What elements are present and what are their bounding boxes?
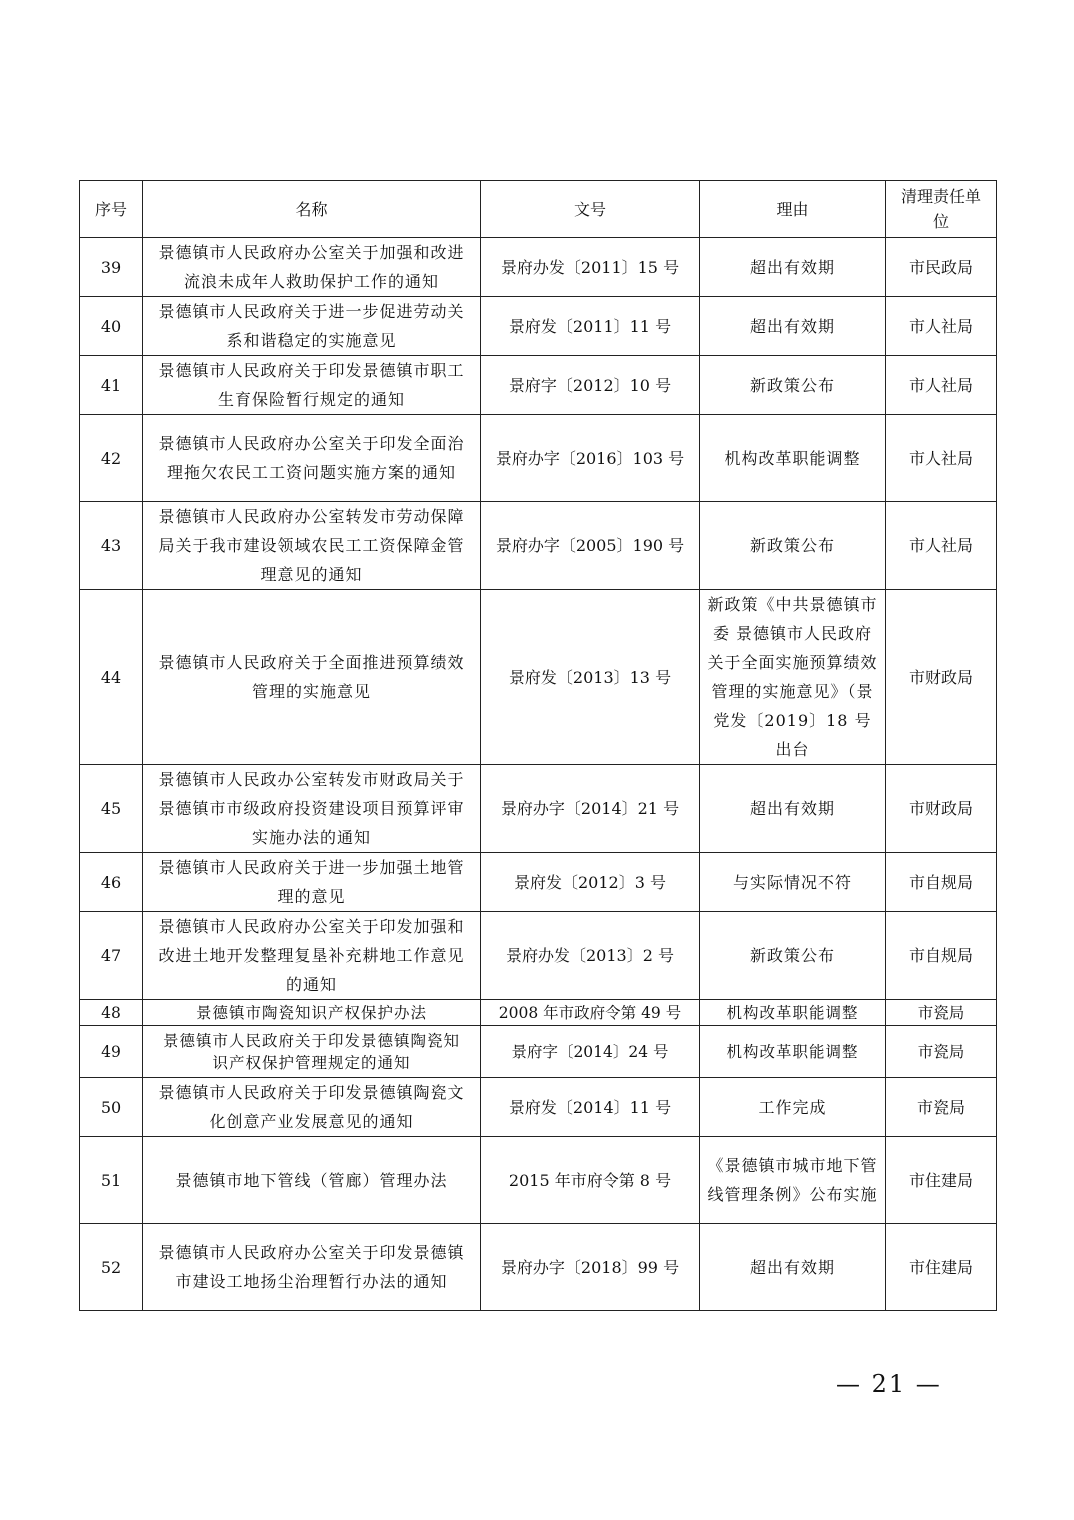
row-doc-number: 景府办发〔2011〕15 号 (481, 238, 700, 297)
row-no: 41 (80, 356, 143, 415)
row-unit: 市自规局 (886, 853, 997, 912)
row-no: 44 (80, 590, 143, 765)
row-unit: 市人社局 (886, 356, 997, 415)
row-unit: 市自规局 (886, 912, 997, 1000)
row-unit: 市住建局 (886, 1224, 997, 1311)
row-no: 47 (80, 912, 143, 1000)
table-row (80, 590, 997, 765)
header-responsible-unit: 清理责任单位 (886, 181, 997, 238)
table-row (80, 1137, 997, 1224)
row-doc-number: 景府办字〔2016〕103 号 (481, 415, 700, 502)
row-no: 46 (80, 853, 143, 912)
table-row (80, 853, 997, 912)
header-doc-number: 文号 (481, 181, 700, 238)
table-row (80, 765, 997, 853)
row-name: 景德镇市人民政府办公室关于印发全面治理拖欠农民工工资问题实施方案的通知 (143, 415, 481, 502)
row-doc-number: 景府发〔2013〕13 号 (481, 590, 700, 765)
row-name: 景德镇市人民政府关于进一步加强土地管理的意见 (143, 853, 481, 912)
row-name: 景德镇市人民政府办公室转发市劳动保障局关于我市建设领域农民工工资保障金管理意见的通知 (143, 502, 481, 590)
table-header-row (80, 181, 997, 238)
row-doc-number: 景府办字〔2014〕21 号 (481, 765, 700, 853)
row-unit: 市瓷局 (886, 1000, 997, 1026)
row-name: 景德镇市人民政府办公室关于加强和改进流浪未成年人救助保护工作的通知 (143, 238, 481, 297)
table-row (80, 1026, 997, 1078)
table-row (80, 238, 997, 297)
row-name: 景德镇市人民政府关于印发景德镇陶瓷知识产权保护管理规定的通知 (143, 1026, 481, 1078)
row-reason: 超出有效期 (700, 297, 886, 356)
row-unit: 市民政局 (886, 238, 997, 297)
row-reason: 新政策公布 (700, 502, 886, 590)
row-reason: 新政策公布 (700, 912, 886, 1000)
table-row (80, 912, 997, 1000)
row-name: 景德镇市人民政府办公室关于印发加强和改进土地开发整理复垦补充耕地工作意见的通知 (143, 912, 481, 1000)
row-doc-number: 景府办发〔2013〕2 号 (481, 912, 700, 1000)
row-reason: 工作完成 (700, 1078, 886, 1137)
row-doc-number: 景府字〔2014〕24 号 (481, 1026, 700, 1078)
row-no: 42 (80, 415, 143, 502)
row-reason: 机构改革职能调整 (700, 1000, 886, 1026)
row-name: 景德镇市地下管线（管廊）管理办法 (143, 1137, 481, 1224)
row-name: 景德镇市人民政府关于全面推进预算绩效管理的实施意见 (143, 590, 481, 765)
table-row (80, 415, 997, 502)
table-row (80, 356, 997, 415)
row-doc-number: 景府办字〔2018〕99 号 (481, 1224, 700, 1311)
row-reason: 超出有效期 (700, 1224, 886, 1311)
row-reason: 新政策公布 (700, 356, 886, 415)
policy-cleanup-table (79, 180, 997, 1311)
table-row (80, 1224, 997, 1311)
row-unit: 市财政局 (886, 590, 997, 765)
row-doc-number: 景府发〔2011〕11 号 (481, 297, 700, 356)
row-reason: 机构改革职能调整 (700, 1026, 886, 1078)
row-name: 景德镇市人民政府关于进一步促进劳动关系和谐稳定的实施意见 (143, 297, 481, 356)
row-name: 景德镇市陶瓷知识产权保护办法 (143, 1000, 481, 1026)
header-no: 序号 (80, 181, 143, 238)
row-reason: 超出有效期 (700, 238, 886, 297)
row-reason: 与实际情况不符 (700, 853, 886, 912)
table-row (80, 297, 997, 356)
row-doc-number: 景府发〔2014〕11 号 (481, 1078, 700, 1137)
table-row (80, 1078, 997, 1137)
header-name: 名称 (143, 181, 481, 238)
row-unit: 市财政局 (886, 765, 997, 853)
row-unit: 市瓷局 (886, 1026, 997, 1078)
page-number: — 21 — (836, 1370, 942, 1398)
row-doc-number: 景府字〔2012〕10 号 (481, 356, 700, 415)
row-doc-number: 景府发〔2012〕3 号 (481, 853, 700, 912)
row-reason: 新政策《中共景德镇市委 景德镇市人民政府关于全面实施预算绩效管理的实施意见》（景党发〔2019〕18 号出台 (700, 590, 886, 765)
row-unit: 市人社局 (886, 502, 997, 590)
header-reason: 理由 (700, 181, 886, 238)
row-reason: 超出有效期 (700, 765, 886, 853)
row-doc-number: 2015 年市府令第 8 号 (481, 1137, 700, 1224)
row-no: 51 (80, 1137, 143, 1224)
row-no: 52 (80, 1224, 143, 1311)
row-name: 景德镇市人民政府关于印发景德镇市职工生育保险暂行规定的通知 (143, 356, 481, 415)
row-name: 景德镇市人民政办公室转发市财政局关于景德镇市市级政府投资建设项目预算评审实施办法的通知 (143, 765, 481, 853)
row-no: 40 (80, 297, 143, 356)
row-unit: 市人社局 (886, 297, 997, 356)
table-row (80, 1000, 997, 1026)
row-no: 49 (80, 1026, 143, 1078)
table-row (80, 502, 997, 590)
row-name: 景德镇市人民政府关于印发景德镇陶瓷文化创意产业发展意见的通知 (143, 1078, 481, 1137)
row-no: 45 (80, 765, 143, 853)
row-no: 39 (80, 238, 143, 297)
row-name: 景德镇市人民政府办公室关于印发景德镇市建设工地扬尘治理暂行办法的通知 (143, 1224, 481, 1311)
row-no: 48 (80, 1000, 143, 1026)
row-doc-number: 2008 年市政府令第 49 号 (481, 1000, 700, 1026)
row-reason: 机构改革职能调整 (700, 415, 886, 502)
row-doc-number: 景府办字〔2005〕190 号 (481, 502, 700, 590)
row-no: 43 (80, 502, 143, 590)
row-reason: 《景德镇市城市地下管线管理条例》公布实施 (700, 1137, 886, 1224)
row-no: 50 (80, 1078, 143, 1137)
row-unit: 市瓷局 (886, 1078, 997, 1137)
row-unit: 市人社局 (886, 415, 997, 502)
row-unit: 市住建局 (886, 1137, 997, 1224)
